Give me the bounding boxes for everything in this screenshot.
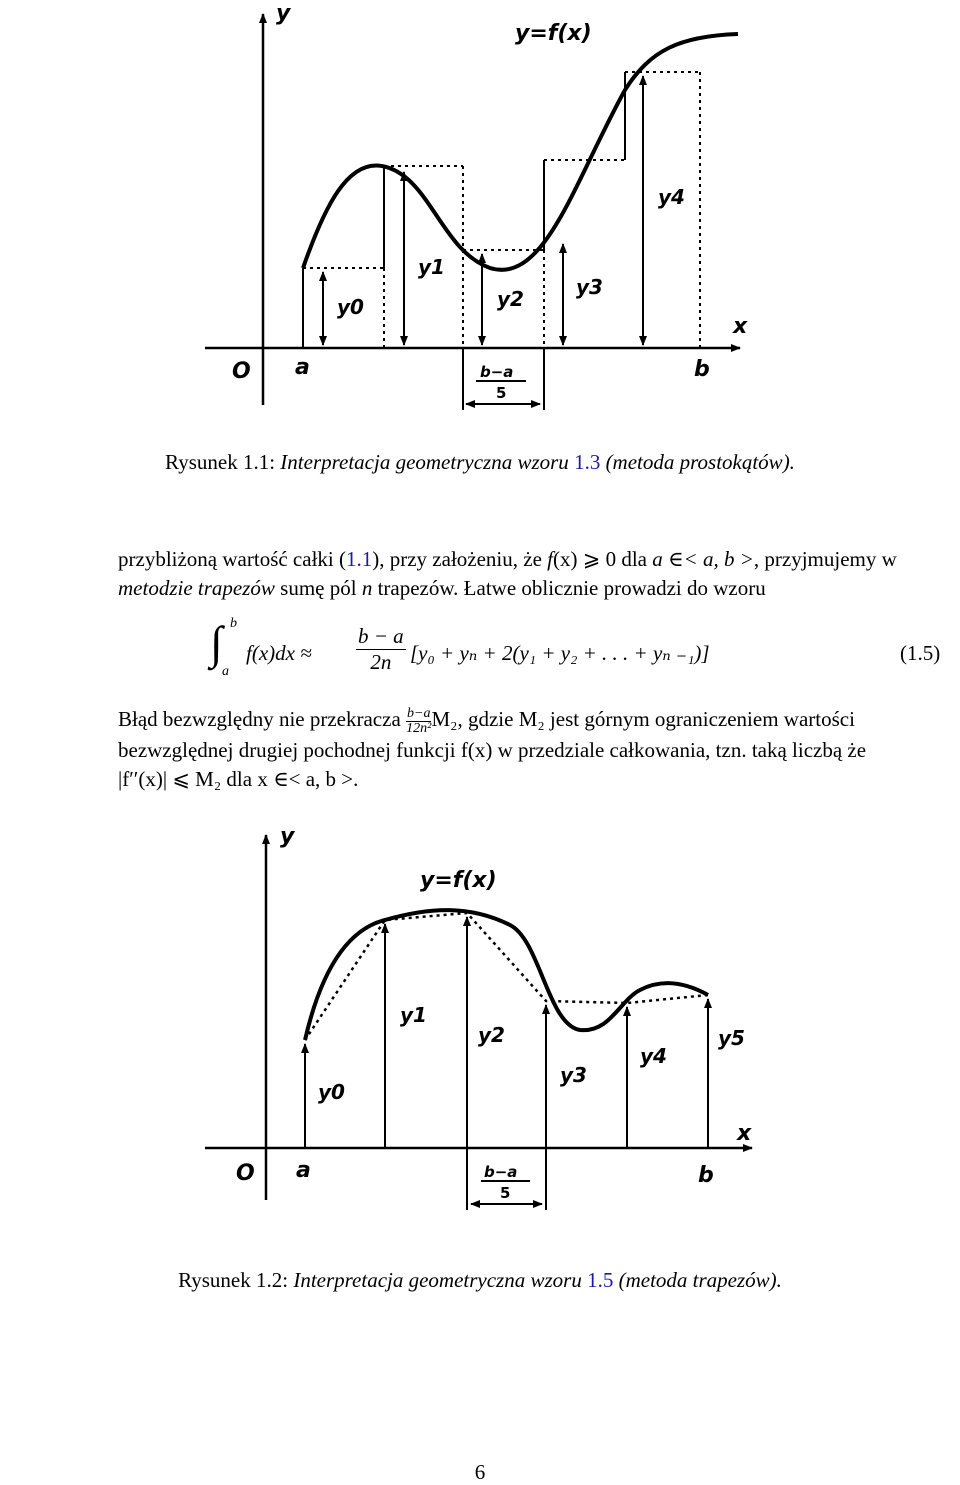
y4-label: y4 (640, 1044, 667, 1068)
integral-upper: b (230, 616, 237, 631)
y-axis-label: y (276, 1, 291, 26)
paragraph-2-line-1 (118, 705, 960, 736)
trapezoid-chords (305, 913, 708, 1040)
text: trapezów. Łatwe oblicznie prowadzi do wzoru (372, 576, 766, 600)
paragraph-2 (118, 705, 960, 794)
text: sumę pól (274, 576, 362, 600)
function-label: y=f(x) (420, 868, 497, 893)
text: przybliżoną wartość całki ( (118, 547, 346, 571)
y5-label: y5 (718, 1026, 745, 1050)
text: (x) ⩾ 0 dla (553, 547, 653, 571)
width-denominator: 5 (500, 1184, 511, 1202)
error-fraction (406, 707, 431, 736)
fraction-denominator: 2n (370, 650, 392, 674)
paragraph-2-line-2: bezwzględnej drugiej pochodnej funkcji f(x) w przedziale całkowania, tzn. taką liczbą że (118, 737, 867, 762)
text: ), przy założeniu, że (372, 547, 548, 571)
caption-1-text-b: (metoda prostokątów). (600, 450, 795, 474)
math: a ∈< a, b > (652, 547, 754, 571)
math: n (361, 576, 373, 600)
text: metodzie trapezów (118, 576, 275, 600)
ref-1-1[interactable]: 1.1 (346, 547, 373, 571)
width-denominator: 5 (496, 384, 507, 402)
caption-1-text-a: Interpretacja geometryczna wzoru (280, 450, 575, 474)
caption-1-prefix: Rysunek 1.1: (165, 450, 281, 474)
width-numerator: b−a (480, 363, 514, 381)
equation-number: (1.5) (900, 641, 941, 665)
paragraph-1-line-2 (118, 574, 960, 603)
b-label: b (698, 1163, 714, 1188)
y2-label: y2 (497, 287, 524, 311)
y3-label: y3 (576, 275, 603, 299)
page-number: 6 (474, 1460, 486, 1484)
integral-sign: ∫ (210, 617, 223, 668)
y1-label: y1 (400, 1003, 427, 1027)
b-label: b (694, 357, 710, 382)
y3-label: y3 (560, 1063, 587, 1087)
y-axis-label: y (280, 824, 295, 849)
caption-figure-1 (0, 450, 960, 475)
figure-trapezoid-method (0, 815, 960, 1225)
origin-label: O (232, 359, 251, 384)
function-label: y=f(x) (515, 21, 592, 46)
y0-label: y0 (337, 295, 364, 319)
paragraph-2-line-3: |f′′(x)| ⩽ M₂ dla x ∈< a, b >. (118, 766, 359, 791)
paragraph-1-line-1 (118, 545, 960, 574)
caption-2-prefix: Rysunek 1.2: (178, 1268, 294, 1292)
equation-fraction (356, 624, 406, 675)
a-label: a (295, 355, 310, 380)
caption-figure-2 (0, 1268, 960, 1293)
equation-bracket: [y₀ + yₙ + 2(y₁ + y₂ + . . . + yₙ ₋₁)] (410, 641, 710, 665)
x-axis-label: x (737, 1121, 752, 1146)
function-curve (305, 910, 708, 1040)
y2-label: y2 (478, 1023, 505, 1047)
error-fraction-numerator: b−a (407, 705, 431, 721)
text: Błąd bezwzględny nie przekracza (118, 707, 401, 731)
y4-label: y4 (658, 185, 685, 209)
text: , przyjmujemy w (753, 547, 897, 571)
y-arrows (305, 917, 708, 1148)
function-curve (303, 34, 738, 270)
caption-2-text-b: (metoda trapezów). (613, 1268, 782, 1292)
y-arrows (323, 76, 643, 345)
paragraph-1 (118, 545, 960, 603)
caption-2-ref[interactable]: 1.5 (587, 1268, 614, 1292)
integral-lower: a (222, 664, 229, 679)
y1-label: y1 (418, 255, 445, 279)
caption-1-ref[interactable]: 1.3 (574, 450, 601, 474)
x-axis-label: x (733, 314, 748, 339)
origin-label: O (236, 1161, 255, 1186)
caption-2-text-a: Interpretacja geometryczna wzoru (293, 1268, 588, 1292)
figure-rectangle-method (0, 0, 960, 430)
text: M₂, gdzie M₂ jest górnym ograniczeniem wartości (431, 707, 855, 731)
fraction-numerator: b − a (358, 624, 404, 648)
math: f (547, 547, 553, 571)
integrand: f(x)dx ≈ (246, 641, 312, 665)
width-numerator: b−a (484, 1163, 518, 1181)
error-fraction-denominator: 12n² (406, 720, 432, 736)
a-label: a (296, 1158, 311, 1183)
y0-label: y0 (318, 1080, 345, 1104)
